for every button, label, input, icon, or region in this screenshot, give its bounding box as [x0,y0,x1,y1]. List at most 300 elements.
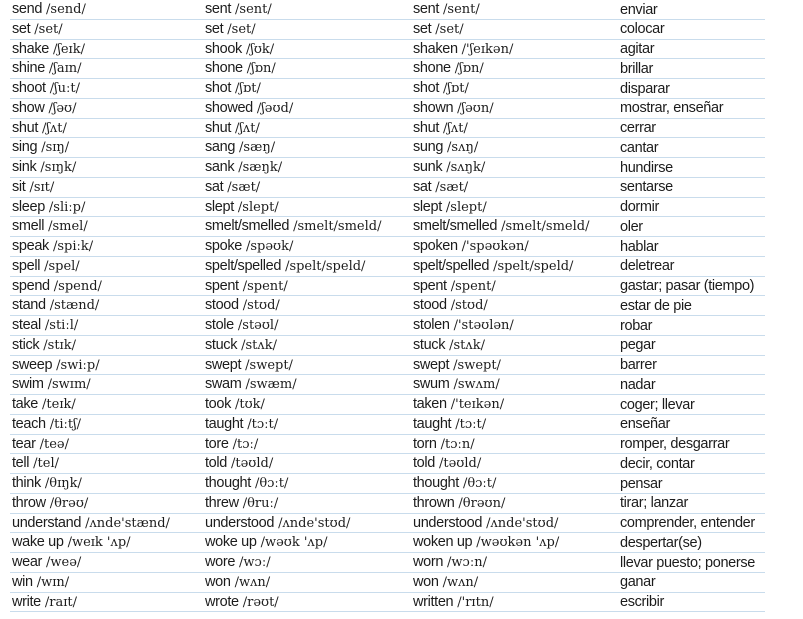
verb-form: understand [12,514,82,531]
base-form-cell [10,474,203,493]
past-participle-cell [411,257,618,276]
verb-form: showed [205,99,253,116]
past-simple-cell [203,119,411,138]
verb-form: teach [12,415,46,432]
phonetic-transcription: /sʌŋ/ [447,140,479,156]
spanish-translation-cell [618,317,765,335]
spanish-translation-cell [618,218,765,236]
verb-form: sat [413,178,432,195]
spanish-translation-cell [618,396,765,414]
past-simple-cell [203,375,411,394]
verb-form: steal [12,317,41,333]
translation-text: hablar [620,238,659,255]
phonetic-transcription: /set/ [34,21,63,37]
phonetic-transcription: /'spəʊkən/ [461,239,529,254]
table-row [10,553,765,573]
spanish-translation-cell [618,376,765,394]
phonetic-transcription: /sɪt/ [29,179,55,195]
past-participle-cell [411,494,618,513]
phonetic-transcription: /wəʊk 'ʌp/ [260,535,328,551]
phonetic-transcription: /stʊd/ [242,298,280,314]
table-row [10,375,765,395]
translation-text: dormir [620,199,659,215]
past-participle-cell [411,375,618,394]
translation-text: oler [620,218,643,235]
translation-text: mostrar, enseñar [620,100,724,117]
verb-form: sank [205,159,235,175]
table-row [10,454,765,474]
verb-form: set [12,20,31,37]
phonetic-transcription: /təʊld/ [438,456,482,472]
phonetic-transcription: /ʌnde'stʊd/ [278,515,351,531]
past-participle-cell [411,20,618,39]
verb-form: show [12,99,45,116]
phonetic-transcription: /spel/ [44,258,80,274]
phonetic-transcription: /weɪk 'ʌp/ [67,535,131,551]
verb-form: sat [205,178,224,195]
translation-text: romper, desgarrar [620,436,730,452]
past-participle-cell [411,138,618,157]
phonetic-transcription: /'rɪtn/ [457,594,494,610]
spanish-translation-cell [618,297,765,315]
phonetic-transcription: /send/ [46,2,86,17]
phonetic-transcription: /wəʊkən 'ʌp/ [476,535,560,551]
past-simple-cell [203,257,411,276]
translation-text: despertar(se) [620,534,702,551]
verb-form: shone [413,60,451,77]
phonetic-transcription: /θruː/ [242,495,279,511]
phonetic-transcription: /smelt/smeld/ [293,219,382,235]
verb-form: wake up [12,534,64,551]
table-row [10,158,765,178]
past-simple-cell [203,178,411,197]
translation-text: enseñar [620,416,670,433]
past-participle-cell [411,553,618,572]
verb-form: stuck [413,336,446,353]
verb-form: tell [12,455,30,472]
phonetic-transcription: /ʃaɪn/ [48,61,82,77]
table-row [10,593,765,613]
translation-text: enviar [620,1,658,18]
verb-form: think [12,475,41,491]
phonetic-transcription: /ʃʌt/ [235,120,260,136]
phonetic-transcription: /stʌk/ [241,337,277,353]
past-participle-cell [411,474,618,493]
past-participle-cell [411,316,618,335]
table-row [10,336,765,356]
translation-text: agitar [620,41,655,57]
translation-text: estar de pie [620,297,692,314]
spanish-translation-cell [618,336,765,354]
verb-form: sent [413,1,440,17]
past-simple-cell [203,198,411,217]
translation-text: robar [620,317,653,334]
verb-form: tear [12,435,36,452]
verb-form: win [12,573,33,590]
phonetic-transcription: /swɪm/ [47,377,91,393]
verb-form: smell [12,218,45,235]
phonetic-transcription: /ʃɒn/ [454,61,484,77]
phonetic-transcription: /tɔːt/ [247,416,279,432]
verb-form: shake [12,40,49,57]
phonetic-transcription: /spiːk/ [52,239,94,254]
translation-text: deletrear [620,258,675,275]
phonetic-transcription: /sæŋ/ [239,140,276,156]
past-participle-cell [411,79,618,98]
phonetic-transcription: /ʃʌt/ [42,120,67,136]
spanish-translation-cell [618,40,765,58]
verb-form: shut [12,119,39,136]
verb-form: shut [205,119,232,136]
verb-form: set [205,20,224,37]
base-form-cell [10,454,203,473]
translation-text: hundirse [620,159,673,176]
phonetic-transcription: /stænd/ [49,298,100,314]
translation-text: barrer [620,357,657,373]
past-simple-cell [203,217,411,236]
past-simple-cell [203,59,411,78]
verb-form: stood [205,297,239,314]
phonetic-transcription: /ʃʌt/ [443,120,468,136]
table-row [10,395,765,415]
base-form-cell [10,20,203,39]
past-simple-cell [203,435,411,454]
phonetic-transcription: /ʃəʊn/ [457,100,494,116]
table-row [10,59,765,79]
past-participle-cell [411,533,618,552]
translation-text: coger; llevar [620,396,695,413]
spanish-translation-cell [618,99,765,117]
past-participle-cell [411,336,618,355]
verb-form: shone [205,60,243,77]
phonetic-transcription: /ʃɒt/ [443,81,469,96]
verb-form: told [205,455,227,472]
verb-form: spelt/spelled [413,257,490,274]
past-simple-cell [203,415,411,434]
past-participle-cell [411,415,618,434]
past-simple-cell [203,277,411,296]
phonetic-transcription: /'stəʊlən/ [453,318,514,333]
base-form-cell [10,277,203,296]
verb-form: sink [12,159,37,175]
base-form-cell [10,237,203,256]
table-row [10,316,765,336]
verb-form: won [413,573,439,590]
past-participle-cell [411,395,618,414]
table-row [10,217,765,237]
verb-form: throw [12,494,46,511]
past-simple-cell [203,356,411,375]
spanish-translation-cell [618,257,765,275]
translation-text: llevar puesto; ponerse [620,554,755,571]
translation-text: brillar [620,60,654,77]
phonetic-transcription: /set/ [435,21,464,37]
past-participle-cell [411,178,618,197]
table-row [10,178,765,198]
verb-form: shoot [12,80,46,96]
phonetic-transcription: /ʌnde'stʊd/ [486,515,559,531]
phonetic-transcription: /sent/ [443,2,480,17]
spanish-translation-cell [618,178,765,196]
spanish-translation-cell [618,119,765,137]
phonetic-transcription: /sɪŋ/ [41,140,70,156]
spanish-translation-cell [618,159,765,177]
phonetic-transcription: /ʃɒt/ [235,81,261,96]
base-form-cell [10,573,203,592]
verb-form: slept [413,198,442,215]
verb-form: smelt/smelled [205,218,290,235]
phonetic-transcription: /swæm/ [245,377,297,393]
past-simple-cell [203,395,411,414]
table-row [10,40,765,60]
past-simple-cell [203,494,411,513]
past-simple-cell [203,138,411,157]
translation-text: sentarse [620,179,673,196]
past-participle-cell [411,0,618,19]
table-row [10,533,765,553]
phonetic-transcription: /sæt/ [435,179,469,195]
past-simple-cell [203,20,411,39]
phonetic-transcription: /spelt/speld/ [285,258,366,274]
phonetic-transcription: /stɪk/ [43,337,76,353]
base-form-cell [10,178,203,197]
verb-form: send [12,1,43,17]
spanish-translation-cell [618,60,765,78]
phonetic-transcription: /tiːtʃ/ [49,416,82,432]
table-row [10,474,765,494]
verb-form: spend [12,277,50,294]
phonetic-transcription: /θrəʊn/ [458,495,506,511]
spanish-translation-cell [618,593,765,611]
past-simple-cell [203,0,411,19]
base-form-cell [10,257,203,276]
verb-form: torn [413,435,437,452]
phonetic-transcription: /spelt/speld/ [493,258,574,274]
phonetic-transcription: /ʃəʊ/ [48,100,77,116]
base-form-cell [10,514,203,533]
past-simple-cell [203,553,411,572]
spanish-translation-cell [618,238,765,256]
phonetic-transcription: /sæŋk/ [238,160,283,175]
base-form-cell [10,217,203,236]
phonetic-transcription: /ʃʊk/ [245,41,275,57]
table-row [10,99,765,119]
base-form-cell [10,99,203,118]
base-form-cell [10,79,203,98]
base-form-cell [10,138,203,157]
phonetic-transcription: /rəʊt/ [242,594,279,610]
phonetic-transcription: /θɔːt/ [462,476,497,491]
verb-form: shine [12,60,45,77]
verb-form: won [205,573,231,590]
spanish-translation-cell [618,573,765,591]
phonetic-transcription: /weə/ [46,555,82,570]
verb-form: took [205,396,232,412]
verb-form: swept [413,356,450,373]
phonetic-transcription: /swept/ [245,357,293,373]
verb-form: threw [205,494,239,511]
past-participle-cell [411,454,618,473]
translation-text: escribir [620,594,664,610]
past-participle-cell [411,99,618,118]
translation-text: nadar [620,376,656,393]
phonetic-transcription: /wɔːn/ [447,555,487,570]
translation-text: pegar [620,337,656,354]
table-row [10,198,765,218]
verb-form: slept [205,198,234,215]
spanish-translation-cell [618,554,765,572]
verb-form: spent [413,277,447,294]
spanish-translation-cell [618,356,765,374]
spanish-translation-cell [618,514,765,532]
phonetic-transcription: /ʌnde'stænd/ [85,515,170,531]
past-participle-cell [411,217,618,236]
verb-form: swum [413,376,450,393]
verb-form: written [413,593,454,610]
base-form-cell [10,395,203,414]
phonetic-transcription: /set/ [227,21,256,37]
spanish-translation-cell [618,80,765,98]
verb-form: sing [12,139,38,156]
verb-form: woke up [205,534,257,551]
past-simple-cell [203,593,411,612]
table-row [10,573,765,593]
verb-form: spoke [205,238,242,254]
verb-form: thought [205,475,251,491]
translation-text: disparar [620,80,670,97]
translation-text: colocar [620,21,665,38]
phonetic-transcription: /tɔːt/ [455,416,487,432]
past-participle-cell [411,59,618,78]
verb-form: worn [413,554,444,570]
verb-form: tore [205,435,229,452]
spanish-translation-cell [618,139,765,157]
past-simple-cell [203,237,411,256]
translation-text: cantar [620,139,659,156]
verb-form: taken [413,396,447,412]
phonetic-transcription: /smel/ [48,219,88,235]
base-form-cell [10,494,203,513]
translation-text: pensar [620,475,663,492]
verb-form: stand [12,297,46,314]
verb-form: swam [205,376,242,393]
phonetic-transcription: /smelt/smeld/ [501,219,590,235]
verb-form: spelt/spelled [205,257,282,274]
table-row [10,119,765,139]
verb-form: swim [12,376,44,393]
verb-form: wrote [205,593,239,610]
verb-form: shot [205,80,232,96]
past-participle-cell [411,593,618,612]
spanish-translation-cell [618,415,765,433]
phonetic-transcription: /wɔː/ [239,555,271,570]
verb-form: shook [205,40,242,57]
verb-form: spent [205,277,239,294]
base-form-cell [10,40,203,59]
verb-form: shut [413,119,440,136]
past-participle-cell [411,573,618,592]
base-form-cell [10,553,203,572]
past-simple-cell [203,79,411,98]
base-form-cell [10,316,203,335]
translation-text: cerrar [620,120,656,136]
translation-text: comprender, entender [620,515,755,531]
verb-form: stuck [205,336,238,353]
verb-form: shot [413,80,440,96]
verb-form: sent [205,1,232,17]
spanish-translation-cell [618,534,765,552]
past-simple-cell [203,336,411,355]
past-simple-cell [203,99,411,118]
phonetic-transcription: /spent/ [450,278,496,294]
phonetic-transcription: /ʃɒn/ [246,61,276,77]
phonetic-transcription: /spend/ [53,278,102,294]
verb-form: swept [205,356,242,373]
spanish-translation-cell [618,475,765,493]
verb-form: taught [413,415,452,432]
verb-form: wear [12,554,43,570]
phonetic-transcription: /ʃeɪk/ [52,41,85,57]
translation-text: tirar; lanzar [620,495,688,512]
phonetic-transcription: /'teɪkən/ [450,397,505,412]
phonetic-transcription: /θɔːt/ [254,476,289,491]
verb-form: stood [413,297,447,314]
phonetic-transcription: /sɪŋk/ [40,160,77,175]
base-form-cell [10,533,203,552]
verb-form: set [413,20,432,37]
phonetic-transcription: /sæt/ [227,179,261,195]
verb-form: smelt/smelled [413,218,498,235]
phonetic-transcription: /təʊld/ [230,456,274,472]
verb-form: stolen [413,317,450,333]
phonetic-transcription: /teə/ [39,436,69,452]
base-form-cell [10,435,203,454]
table-row [10,237,765,257]
spanish-translation-cell [618,20,765,38]
past-simple-cell [203,533,411,552]
table-row [10,435,765,455]
phonetic-transcription: /tʊk/ [235,397,265,412]
base-form-cell [10,375,203,394]
phonetic-transcription: /slept/ [445,199,487,215]
verb-form: sunk [413,159,443,175]
past-participle-cell [411,40,618,59]
phonetic-transcription: /wʌn/ [234,574,271,590]
past-participle-cell [411,198,618,217]
past-simple-cell [203,158,411,177]
translation-text: gastar; pasar (tiempo) [620,278,755,294]
past-simple-cell [203,40,411,59]
phonetic-transcription: /stʌk/ [449,337,485,353]
base-form-cell [10,356,203,375]
phonetic-transcription: /tel/ [33,456,59,472]
phonetic-transcription: /slept/ [237,199,279,215]
verb-form: spell [12,257,41,274]
verb-form: thought [413,475,459,491]
phonetic-transcription: /raɪt/ [44,594,77,610]
base-form-cell [10,198,203,217]
phonetic-transcription: /stəʊl/ [237,318,279,333]
verb-form: sang [205,139,236,156]
verb-form: thrown [413,494,455,511]
verb-form: shaken [413,40,458,57]
translation-text: decir, contar [620,455,695,472]
verb-form: sit [12,178,26,195]
phonetic-transcription: /spəʊk/ [245,239,294,254]
past-simple-cell [203,296,411,315]
phonetic-transcription: /swiːp/ [56,357,100,373]
past-participle-cell [411,356,618,375]
